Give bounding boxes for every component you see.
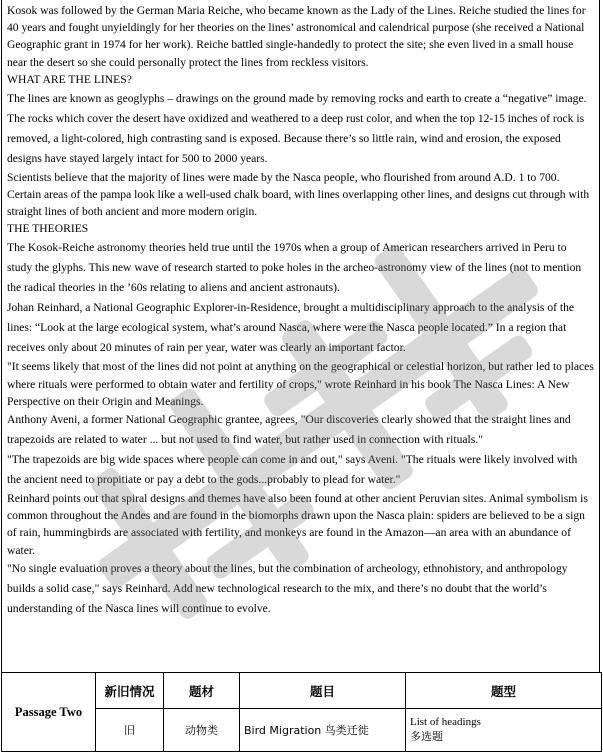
- type-value-line2: 多选题: [410, 730, 443, 743]
- paragraph: Kosok was followed by the German Maria Reiche, who became known as the Lady of the Lines. Reiche studied the lines for 40 years and fought unyieldingly for her theories on the lines’ astronomical and calendrical purpose (she received a National Geographic grant in 1974 for her work). Reiche battled single-handedly to protect the site; she even lived in a small house near the desert so she could personally protect the lines from reckless visitors.: [7, 4, 586, 69]
- paragraph: Johan Reinhard, a National Geographic Explorer-in-Residence, brought a multidisciplinary approach to the analysis of the lines: “Look at the large ecological system, what’s around Nasca, where were the Nasca people located.” In a region that receives only about 20 minutes of rain per year, water was clearly an important factor.: [7, 301, 575, 355]
- paragraph: "No single evaluation proves a theory about the lines, but the combination of archeology, ethnohistory, and anthropology builds a solid case," says Reinhard. Add new technological research to the mix, and there’s no doubt that the world’s understanding of the Nasca lines will continue to evolve.: [7, 561, 568, 615]
- paragraph: Reinhard points out that spiral designs and themes have also been found at other ancient Peruvian sites. Animal symbolism is common throughout the Andes and are found in the biomorphs drawn upon the Nasca plain: spiders are believed to be a sign of rain, hummingbirds are associated with fertility, and monkeys are found in the Amazon—an area with an abundance of water.: [7, 492, 588, 557]
- paragraph: "The trapezoids are big wide spaces where people can come in and out," says Aveni. "The rituals were likely involved with the ancient need to propitiate or pay a debt to the gods...probably to plead for water.": [7, 453, 578, 487]
- paragraph: The lines are known as geoglyphs – drawings on the ground made by removing rocks and earth to create a “negative” image. The rocks which cover the desert have oxidized and weathered to a deep rust color, and when the top 12-15 inches of rock is removed, a light-colored, high contrasting sand is exposed. Because there’s so little rain, wind and erosion, the exposed designs have stayed largely intact for 500 to 2000 years.: [7, 91, 587, 165]
- paragraph: Anthony Aveni, a former National Geographic grantee, agrees, "Our discoveries clearly showed that the straight lines and trapezoids are related to water ... but not used to find water, but rather used in connection with rituals.": [7, 413, 571, 447]
- paragraph: "It seems likely that most of the lines did not point at anything on the geographical or celestial horizon, but rather led to places where rituals were performed to obtain water and fertility of crops," wrote Reinhard in his book The Nasca Lines: A New Perspective on their Origin and Meanings.: [7, 360, 594, 408]
- cell-title: [240, 709, 406, 752]
- header-title: 题目: [240, 673, 406, 709]
- subject-value: 动物类: [185, 724, 218, 737]
- header-status: 新旧情况: [96, 673, 164, 709]
- cell-subject: [164, 709, 240, 752]
- status-value: 旧: [124, 724, 135, 737]
- paragraph: Certain areas of the pampa look like a well-used chalk board, with lines overlapping other lines, and designs cut through with straight lines of both ancient and more modern origin.: [7, 188, 590, 219]
- passage-label: Passage Two: [2, 673, 96, 752]
- type-value-line1: List of headings: [410, 716, 481, 728]
- cell-status: [96, 709, 164, 752]
- passage-text: [1, 0, 600, 672]
- info-table: [1, 672, 602, 752]
- paragraph: Scientists believe that the majority of lines were made by the Nasca people, who flourished from around A.D. 1 to 700.: [7, 170, 560, 184]
- header-type: 题型: [406, 673, 602, 709]
- cell-type: [406, 709, 602, 752]
- info-table-container: [1, 672, 601, 752]
- section-heading: THE THEORIES: [7, 222, 89, 236]
- section-heading: WHAT ARE THE LINES?: [7, 72, 132, 86]
- title-value: Bird Migration 鸟类迁徙: [244, 724, 369, 737]
- header-subject: 题材: [164, 673, 240, 709]
- paragraph: The Kosok-Reiche astronomy theories held true until the 1970s when a group of American researchers arrived in Peru to study the glyphs. This new wave of research started to poke holes in the archeo-astronomy view of the lines (not to mention the radical theories in the ’60s relating to aliens and ancient astronauts).: [7, 241, 582, 295]
